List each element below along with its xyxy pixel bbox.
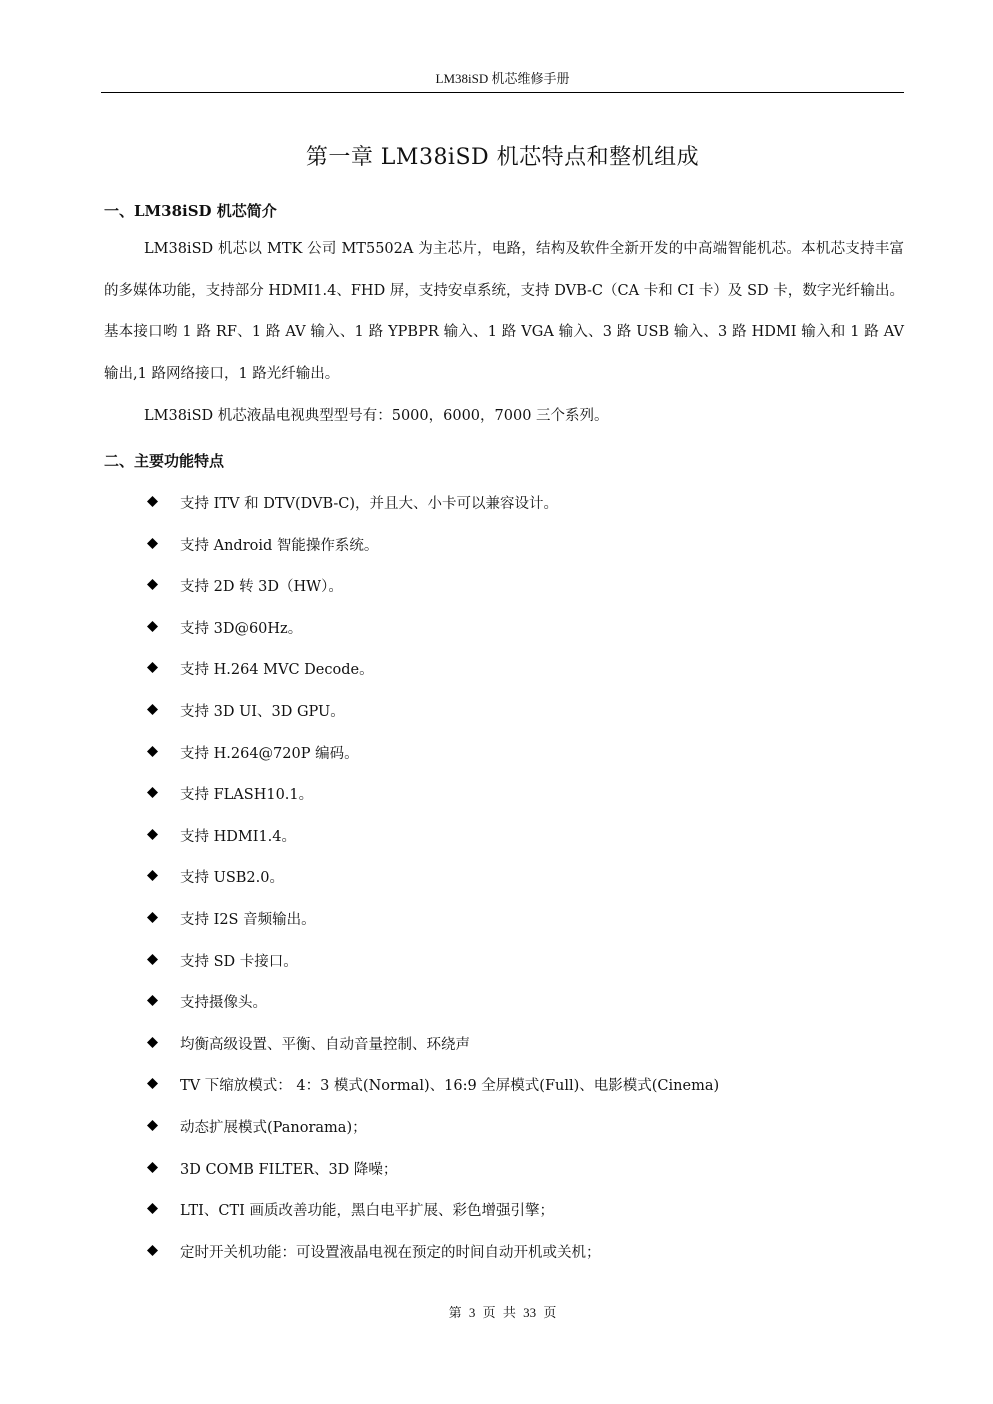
feature-text: 均衡高级设置、平衡、自动音量控制、环绕声: [180, 1036, 470, 1053]
diamond-bullet-icon: [147, 538, 158, 549]
diamond-bullet-icon: [147, 787, 158, 798]
diamond-bullet-icon: [147, 954, 158, 965]
section-heading-features: 二、主要功能特点: [104, 452, 225, 470]
feature-list-item: [0, 742, 900, 766]
feature-text: 支持 I2S 音频输出。: [180, 912, 316, 928]
diamond-bullet-icon: [147, 1203, 158, 1214]
feature-text: TV 下缩放模式： 4：3 模式(Normal)、16:9 全屏模式(Full)、电影模式(Cinema): [180, 1078, 720, 1095]
diamond-bullet-icon: [147, 662, 158, 673]
feature-list-item: [0, 617, 900, 641]
diamond-bullet-icon: [147, 912, 158, 923]
feature-list-item: [0, 1074, 900, 1098]
feature-text: 3D COMB FILTER、3D 降噪；: [180, 1161, 398, 1178]
feature-text: 支持 USB2.0。: [180, 870, 284, 887]
diamond-bullet-icon: [147, 995, 158, 1006]
section-heading-intro: 一、LM38iSD 机芯简介: [104, 202, 277, 220]
chapter-title: 第一章 LM38iSD 机芯特点和整机组成: [305, 145, 700, 170]
feature-text: 支持 FLASH10.1。: [180, 787, 314, 804]
diamond-bullet-icon: [147, 1078, 158, 1089]
feature-list-item: [0, 866, 900, 890]
feature-list-item: [0, 1116, 900, 1140]
feature-text: 支持 ITV 和 DTV(DVB-C)，并且大、小卡可以兼容设计。: [180, 496, 559, 512]
feature-text: 支持 HDMI1.4。: [180, 828, 297, 845]
model-paragraph: [104, 396, 904, 438]
feature-list-item: [0, 991, 900, 1015]
diamond-bullet-icon: [147, 746, 158, 757]
diamond-bullet-icon: [147, 704, 158, 715]
feature-list-item: [0, 575, 900, 599]
feature-list-item: [0, 492, 900, 516]
feature-text: 支持 SD 卡接口。: [180, 953, 298, 970]
feature-text: 支持摄像头。: [180, 995, 267, 1012]
header-rule: [101, 92, 904, 93]
diamond-bullet-icon: [147, 496, 158, 507]
model-paragraph-body: LM38iSD 机芯液晶电视典型型号有：5000，6000，7000 三个系列。: [144, 408, 609, 424]
feature-text: 支持 H.264@720P 编码。: [180, 745, 359, 762]
feature-text: 动态扩展模式(Panorama)；: [180, 1120, 367, 1136]
feature-list-item: [0, 1033, 900, 1057]
feature-text: 支持 H.264 MVC Decode。: [180, 662, 374, 679]
diamond-bullet-icon: [147, 1037, 158, 1048]
diamond-bullet-icon: [147, 1162, 158, 1173]
feature-list-item: [0, 783, 900, 807]
feature-text: 支持 2D 转 3D（HW）。: [180, 579, 343, 596]
intro-paragraph-text: LM38iSD 机芯以 MTK 公司 MT5502A 为主芯片，电路，结构及软件全新开发的中高端智能机芯。本机芯支持丰富的多媒体功能，支持部分 HDMI1.4、FHD 屏，支持安卓系统，支持 DVB-C（CA 卡和 CI 卡）及 SD 卡，数字光纤输出。基本接口哟 1 路 RF、1 路 AV 输入、1 路 YPBPR 输入、1 路 VGA 输入、3 路 USB 输入、3 路 HDMI 输入和 1 路 AV 输出,1 路网络接口，1 路光纤输出。: [104, 241, 904, 382]
feature-list-item: [0, 1199, 900, 1223]
diamond-bullet-icon: [147, 1245, 158, 1256]
feature-list-item: [0, 534, 900, 558]
diamond-bullet-icon: [147, 870, 158, 881]
page-footer: 第 3 页 共 33 页: [448, 1305, 557, 1320]
feature-text: 定时开关机功能：可设置液晶电视在预定的时间自动开机或关机；: [180, 1244, 601, 1261]
diamond-bullet-icon: [147, 621, 158, 632]
diamond-bullet-icon: [147, 579, 158, 590]
diamond-bullet-icon: [147, 1120, 158, 1131]
feature-list-item: [0, 1241, 900, 1265]
diamond-bullet-icon: [147, 829, 158, 840]
feature-text: LTI、CTI 画质改善功能，黑白电平扩展、彩色增强引擎；: [180, 1203, 554, 1220]
feature-list-item: [0, 1158, 900, 1182]
feature-list-item: [0, 908, 900, 932]
feature-list-item: [0, 658, 900, 682]
feature-text: 支持 3D@60Hz。: [180, 620, 303, 637]
feature-text: 支持 Android 智能操作系统。: [180, 537, 379, 554]
feature-list-item: [0, 950, 900, 974]
running-header: LM38iSD 机芯维修手册: [435, 71, 570, 86]
feature-text: 支持 3D UI、3D GPU。: [180, 704, 345, 720]
feature-list-item: [0, 825, 900, 849]
feature-list-item: [0, 700, 900, 724]
intro-paragraph: [104, 229, 904, 395]
